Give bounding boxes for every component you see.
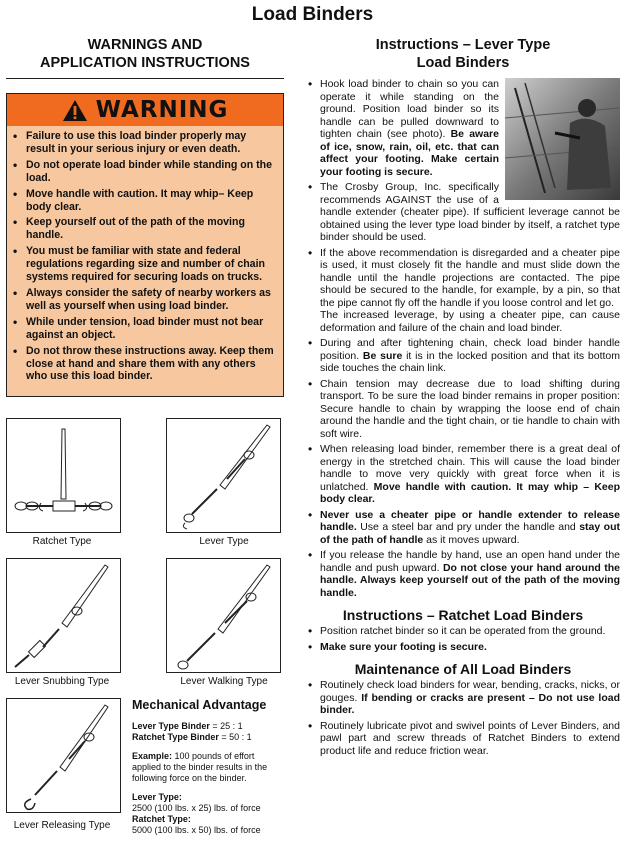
b8-text: If you release the handle by hand, use an open hand under the handle and push upward. [320,549,620,574]
warning-item: • You must be familiar with state and federal regulations regarding size and number of chain systems required for securing loads on trucks. [13,245,275,284]
maintenance-list [306,679,620,757]
b6-text: When releasing load binder, remember there is a great deal of energy in the stretched chain. This will cause the load binder handle to move very quickly with great force when it is unlatched. [320,443,620,493]
list-item [306,78,620,178]
ratchet-instructions-list [306,625,620,653]
b7-bold2: stay out of the path of handle [320,521,620,546]
b1-bold: Be aware of ice, snow, rain, oil, etc. that can affect your footing. Make certain your footing is secure. [320,128,499,178]
lever-ratio-value: = 25 : 1 [209,721,243,731]
snubbing-figure [6,558,121,673]
list-item: • The Crosby Group, Inc. specifically recommends AGAINST the use of a handle extender (cheater pipe). If sufficient leverage cannot be obtained using the lever type load binder by itself, a ratchet type binder should be used. [306,181,620,244]
m1-text: Routinely check load binders for wear, bending, cracks, nicks, or gouges. [320,679,620,704]
b7-end: as it moves upward. [423,533,520,546]
warning-item: • While under tension, load binder must not bear against an object. [13,316,275,342]
list-item [306,549,620,599]
warning-item: • Do not throw these instructions away. Keep them close at hand and share them with any others who use this load binder. [13,345,275,384]
page-title: Load Binders [251,4,374,25]
ratchet-ratio-label: Ratchet Type Binder [132,732,219,742]
b4-bold: Be sure [362,349,403,362]
lever-binder-icon [167,419,280,532]
ratchet-instructions-heading: Instructions – Ratchet Load Binders [342,607,584,623]
warning-triangle-icon [62,99,88,122]
mechanical-advantage [132,700,282,844]
heading-rule [6,78,284,79]
walking-figure [166,558,281,673]
b3-continuation: The increased leverage, by using a cheater pipe, can cause deformation and failure of the chain and load binder. [320,309,620,334]
releasing-figure [6,698,121,813]
mech-example [132,751,282,784]
m1-bold: If bending or cracks are present – Do not use load binder. [320,691,620,716]
lever-ratio-label: Lever Type Binder [132,721,210,731]
warning-box [6,93,284,397]
lever-instructions-list [306,78,620,599]
lever-caption: Lever Type [199,536,249,547]
b8-bold: Do not close your hand around the handle. Always keep yourself out of the path of the moving handle. [320,561,620,599]
walking-binder-icon [167,559,280,672]
lever-figure [166,418,281,533]
lever-heading-line1: Instructions – Lever Type [375,37,551,53]
list-item [306,337,620,375]
lever-type-text: 2500 (100 lbs. x 25) lbs. of force [132,803,261,813]
warning-label: WARNING [95,97,229,123]
mech-results [132,792,282,836]
b7-text: Use a steel bar and pry under the handle and [356,521,580,533]
mech-title: Mechanical Advantage [132,698,267,712]
snubbing-caption: Lever Snubbing Type [14,676,110,687]
b4-text-b: it is in the locked position and that its bottom side touches the chain link. [320,349,620,374]
ratchet-type-text: 5000 (100 lbs. x 50) lbs. of force [132,825,261,835]
ratchet-ratio-value: = 50 : 1 [218,732,252,742]
ratchet-figure [6,418,121,533]
releasing-binder-icon [7,699,120,812]
right-column [306,36,620,760]
ratchet-caption: Ratchet Type [32,536,92,547]
snubbing-binder-icon [7,559,120,672]
list-item [306,443,620,506]
warning-item: • Keep yourself out of the path of the moving handle. [13,216,275,242]
warning-list [13,130,275,383]
list-item: • Chain tension may decrease due to load shifting during transport. To be sure the load binder remains in proper position: Secure handle to chain by wrapping the loose end of chain around the handle and the tight chain, or tie handle to chain with soft wire. [306,378,620,441]
lever-heading-line2: Load Binders [416,55,510,71]
warnings-heading-line1: WARNINGS AND [87,37,203,53]
figures-area [6,418,286,857]
walking-caption: Lever Walking Type [180,676,268,687]
list-item [306,641,620,654]
list-item: • Routinely lubricate pivot and swivel points of Lever Binders, and pawl part and screw threads of Ratchet Binders to extend product life and reduce friction wear. [306,720,620,758]
releasing-caption: Lever Releasing Type [13,820,111,831]
b4-text-a: During and after tightening chain, check load binder handle position. [320,337,620,362]
maintenance-heading: Maintenance of All Load Binders [354,661,572,677]
warning-banner [7,94,283,126]
b1-text: Hook load binder to chain so you can operate it while standing on the ground. Position load binder so its handle can be pulled downward to tighten chain (see photo). [320,78,499,140]
ratchet-type-label: Ratchet Type: [132,814,191,824]
example-label: Example: [132,751,173,761]
list-item [306,679,620,717]
mech-ratios [132,721,282,743]
warnings-heading [6,36,284,72]
b7-bold1: Never use a cheater pipe or handle extender to release handle. [320,508,620,533]
warning-item: • Always consider the safety of nearby workers as well as yourself when using load binder. [13,287,275,313]
r2-bold: Make sure your footing is secure. [320,640,487,653]
warning-item: • Move handle with caution. It may whip– Keep body clear. [13,188,275,214]
lever-type-label: Lever Type: [132,792,182,802]
list-item: • Position ratchet binder so it can be operated from the ground. [306,625,620,638]
ratchet-binder-icon [7,419,120,532]
warning-item: • Failure to use this load binder properly may result in your serious injury or even death. [13,130,275,156]
list-item: • If the above recommendation is disregarded and a cheater pipe is used, it must closely fit the handle and must slide down the handle until the handle projections are contacted. The pipe should be secured to the handle, for example, by a pin, so that the pipe cannot fly off the handle if you loose control and let go. [306,247,620,310]
list-item [306,509,620,547]
b6-bold: Move handle with caution. It may whip – Keep body clear. [320,480,620,505]
warning-item: • Do not operate load binder while standing on the load. [13,159,275,185]
example-text: 100 pounds of effort applied to the binder results in the following force on the binder. [132,751,268,783]
warning-body [7,126,283,396]
lever-instructions-heading [306,36,620,72]
warnings-heading-line2: APPLICATION INSTRUCTIONS [40,55,250,71]
left-column [6,36,284,397]
